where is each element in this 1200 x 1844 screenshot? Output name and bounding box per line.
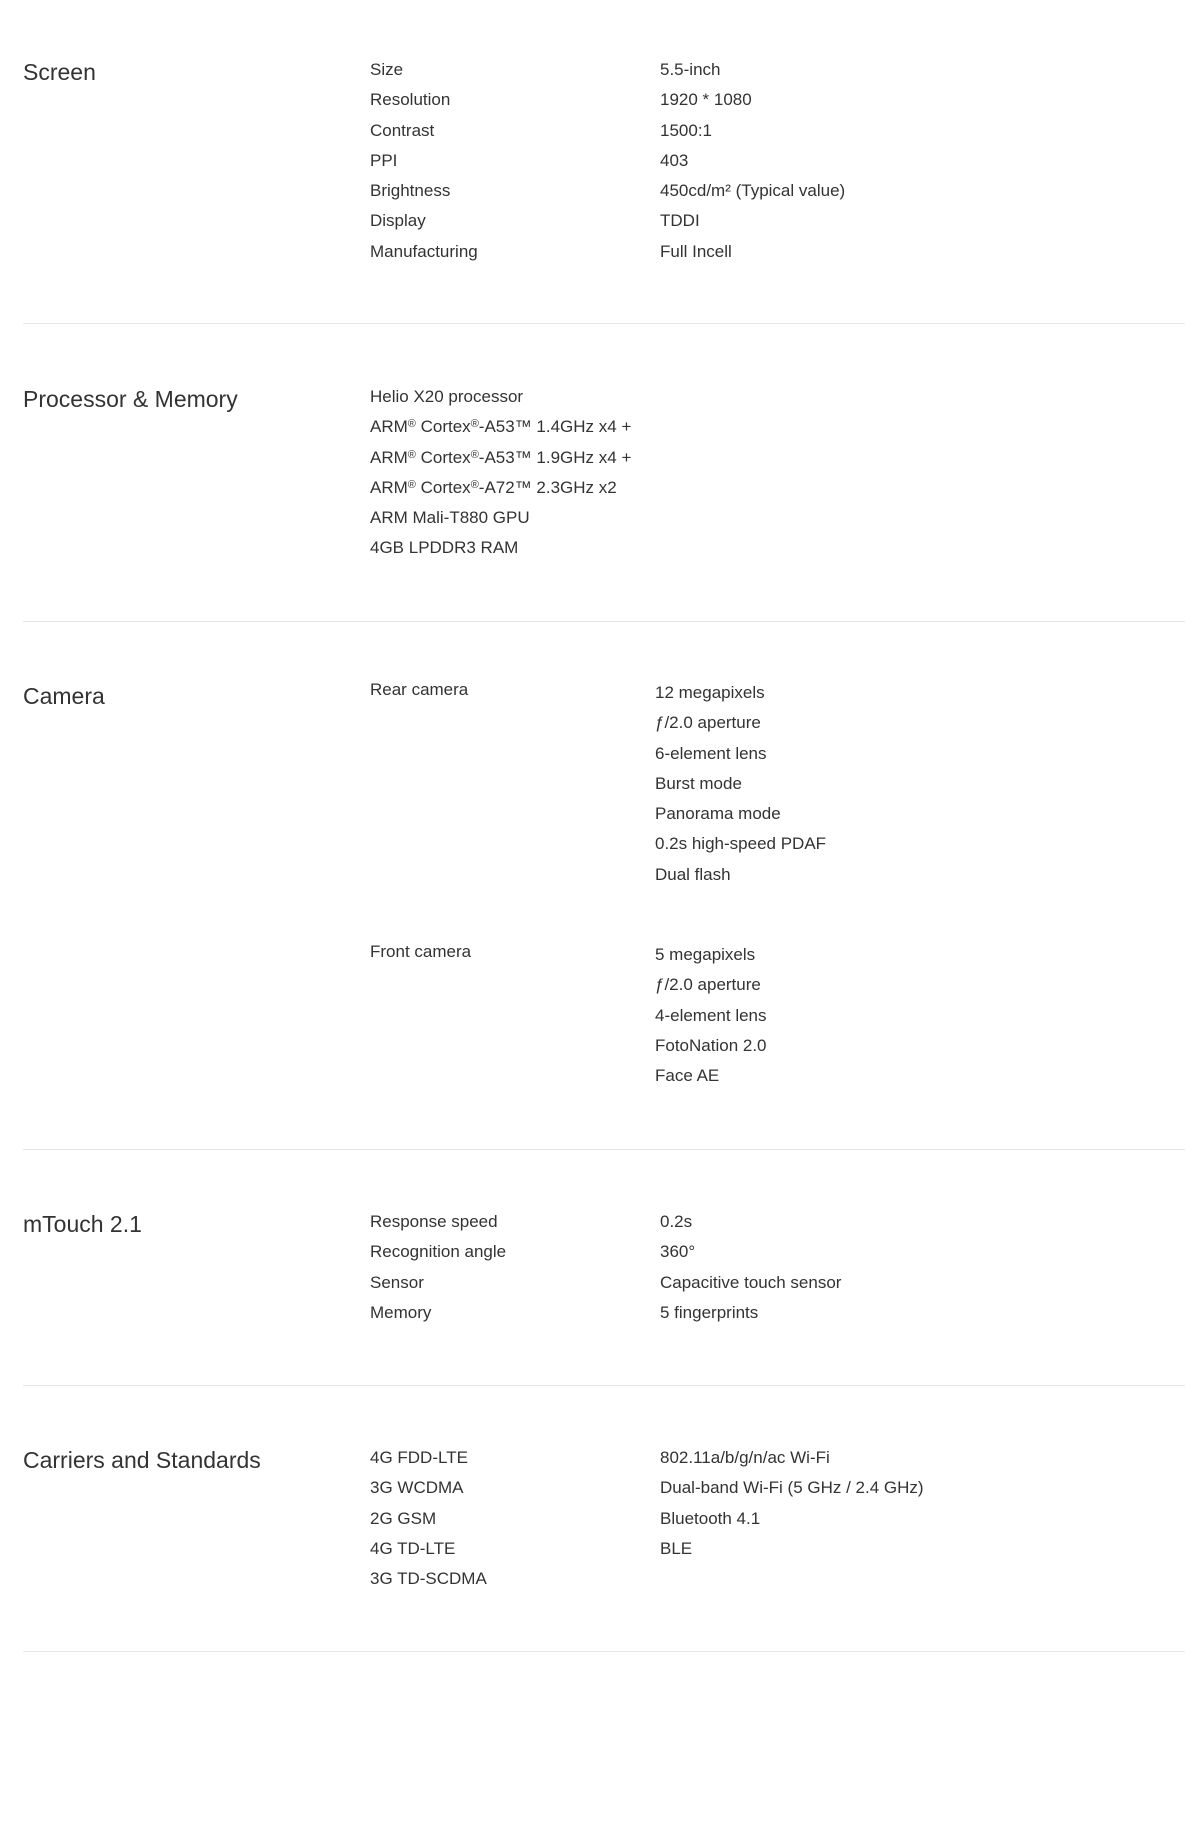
spec-value: ƒ/2.0 aperture — [655, 975, 761, 995]
section-screen — [23, 0, 1185, 324]
rear-camera-label: Rear camera — [370, 680, 469, 699]
section-mtouch — [23, 1150, 1185, 1386]
spec-value: 802.11a/b/g/n/ac Wi-Fi — [660, 1448, 830, 1467]
processor-lines — [370, 382, 631, 564]
spec-value: 12 megapixels — [655, 683, 765, 702]
spec-value: Face AE — [655, 1066, 720, 1086]
section-camera — [23, 622, 1185, 1150]
spec-label: 3G TD-SCDMA — [370, 1569, 487, 1589]
screen-labels — [370, 55, 478, 267]
spec-label: 2G GSM — [370, 1508, 437, 1528]
section-title-screen: Screen — [23, 59, 96, 85]
spec-line: Helio X20 processor — [370, 387, 524, 406]
spec-value: 1920 * 1080 — [660, 90, 752, 110]
spec-line: ARM® Cortex®-A53™ 1.4GHz x4 + — [370, 417, 632, 437]
spec-label: 3G WCDMA — [370, 1478, 464, 1498]
spec-label: Contrast — [370, 120, 435, 140]
spec-value: 360° — [660, 1242, 696, 1262]
section-carriers — [23, 1386, 1185, 1652]
spec-label: 4G FDD-LTE — [370, 1448, 468, 1467]
spec-label: Size — [370, 60, 404, 79]
spec-value: 403 — [660, 150, 689, 170]
spec-label: Response speed — [370, 1212, 498, 1231]
spec-label: Recognition angle — [370, 1242, 507, 1262]
spec-value: Bluetooth 4.1 — [660, 1508, 761, 1528]
spec-label: Display — [370, 211, 426, 231]
spec-value: Full Incell — [660, 241, 732, 261]
spec-value: Burst mode — [655, 773, 742, 793]
spec-value: ƒ/2.0 aperture — [655, 713, 761, 733]
spec-value: 5.5-inch — [660, 60, 721, 79]
spec-label: Brightness — [370, 181, 451, 201]
spec-label: Sensor — [370, 1272, 424, 1292]
spec-value: 1500:1 — [660, 120, 712, 140]
spec-value: Capacitive touch sensor — [660, 1272, 842, 1292]
spec-value: 4-element lens — [655, 1005, 767, 1025]
spec-value: FotoNation 2.0 — [655, 1035, 767, 1055]
front-camera-values — [655, 940, 767, 1091]
section-title-carriers: Carriers and Standards — [23, 1447, 261, 1473]
spec-value: 0.2s high-speed PDAF — [655, 834, 827, 854]
spec-line: ARM® Cortex®-A72™ 2.3GHz x2 — [370, 477, 617, 497]
section-processor — [23, 324, 1185, 622]
spec-line: 4GB LPDDR3 RAM — [370, 538, 519, 558]
spec-label: Manufacturing — [370, 241, 478, 261]
section-title-camera: Camera — [23, 683, 105, 709]
screen-values — [660, 55, 845, 267]
spec-page — [23, 0, 1185, 1652]
spec-value: Panorama mode — [655, 804, 781, 824]
spec-value: TDDI — [660, 211, 700, 231]
front-camera-label: Front camera — [370, 942, 472, 961]
spec-label: Resolution — [370, 90, 451, 110]
spec-value: Dual-band Wi-Fi (5 GHz / 2.4 GHz) — [660, 1478, 924, 1498]
spec-line: ARM® Cortex®-A53™ 1.9GHz x4 + — [370, 447, 632, 467]
rear-camera-values — [655, 678, 826, 890]
carriers-labels — [370, 1443, 487, 1594]
section-title-processor: Processor & Memory — [23, 386, 238, 412]
spec-value: Dual flash — [655, 864, 731, 884]
spec-label: Memory — [370, 1302, 432, 1322]
carriers-values — [660, 1443, 924, 1564]
spec-label: 4G TD-LTE — [370, 1538, 456, 1558]
spec-value: 0.2s — [660, 1212, 693, 1231]
spec-value: 450cd/m² (Typical value) — [660, 181, 846, 201]
spec-label: PPI — [370, 150, 398, 170]
mtouch-values — [660, 1207, 841, 1328]
spec-value: 5 fingerprints — [660, 1302, 759, 1322]
spec-value: 6-element lens — [655, 743, 767, 763]
mtouch-labels — [370, 1207, 506, 1328]
spec-value: 5 megapixels — [655, 945, 756, 964]
spec-line: ARM Mali-T880 GPU — [370, 508, 530, 528]
spec-value: BLE — [660, 1538, 693, 1558]
section-title-mtouch: mTouch 2.1 — [23, 1211, 142, 1237]
